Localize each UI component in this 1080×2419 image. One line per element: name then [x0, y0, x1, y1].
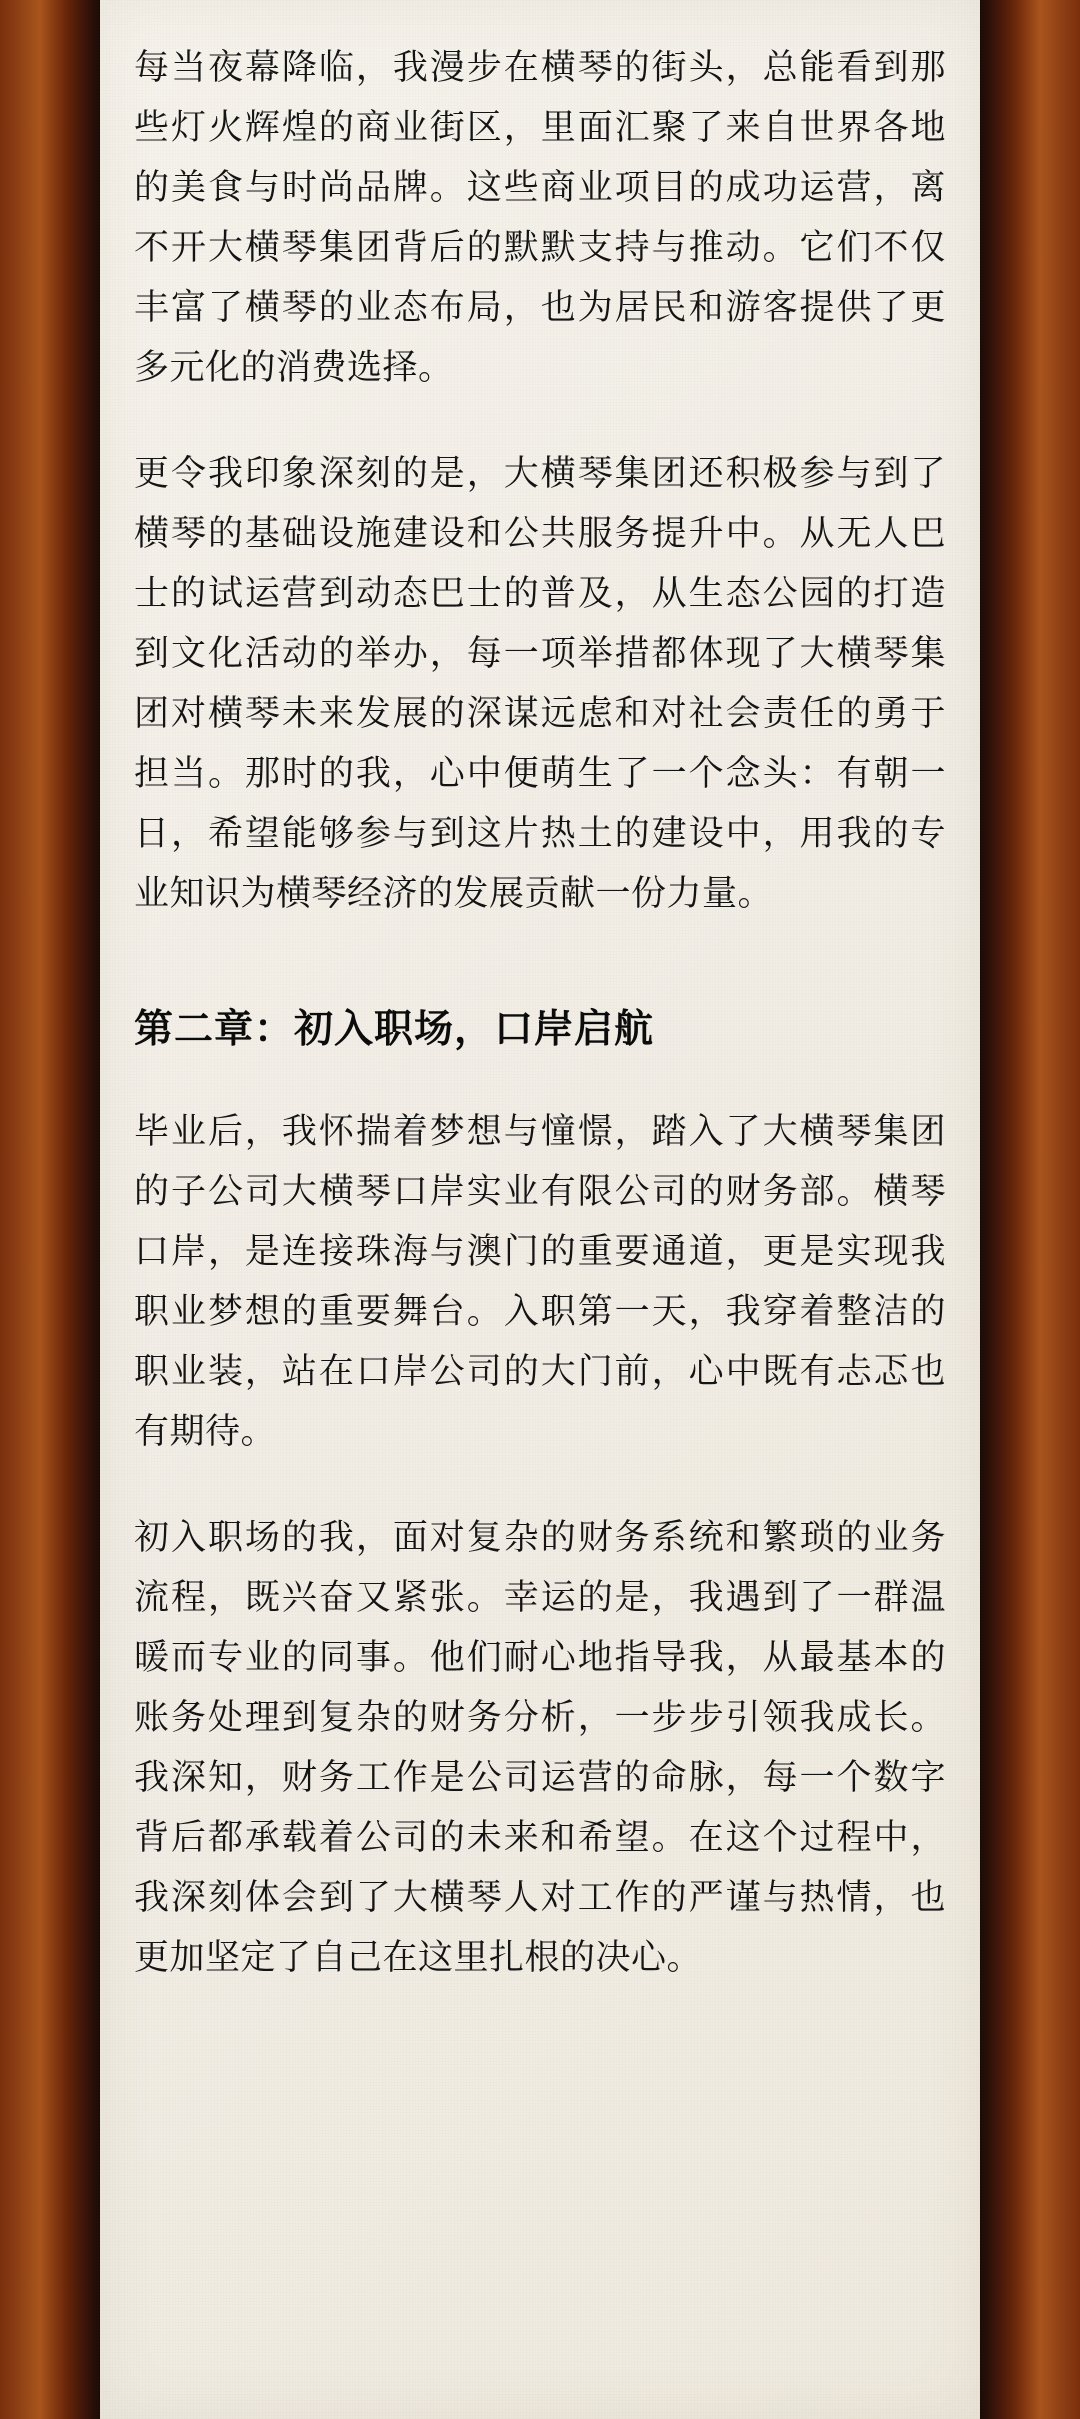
document-content	[134, 0, 946, 2034]
body-paragraph: 初入职场的我，面对复杂的财务系统和繁琐的业务流程，既兴奋又紧张。幸运的是，我遇到了一群温暖而专业的同事。他们耐心地指导我，从最基本的账务处理到复杂的财务分析，一步步引领我成长。我深知，财务工作是公司运营的命脉，每一个数字背后都承载着公司的未来和希望。在这个过程中，我深刻体会到了大横琴人对工作的严谨与热情，也更加坚定了自己在这里扎根的决心。	[134, 1518, 946, 1977]
section-heading: 第二章：初入职场，口岸启航	[134, 1008, 655, 1051]
body-paragraph: 更令我印象深刻的是，大横琴集团还积极参与到了横琴的基础设施建设和公共服务提升中。从无人巴士的试运营到动态巴士的普及，从生态公园的打造到文化活动的举办，每一项举措都体现了大横琴集团对横琴未来发展的深谋远虑和对社会责任的勇于担当。那时的我，心中便萌生了一个念头：有朝一日，希望能够参与到这片热土的建设中，用我的专业知识为横琴经济的发展贡献一份力量。	[134, 454, 946, 913]
body-paragraph: 毕业后，我怀揣着梦想与憧憬，踏入了大横琴集团的子公司大横琴口岸实业有限公司的财务部。横琴口岸，是连接珠海与澳门的重要通道，更是实现我职业梦想的重要舞台。入职第一天，我穿着整洁的职业装，站在口岸公司的大门前，心中既有忐忑也有期待。	[134, 1112, 946, 1451]
body-paragraph: 每当夜幕降临，我漫步在横琴的街头，总能看到那些灯火辉煌的商业街区，里面汇聚了来自世界各地的美食与时尚品牌。这些商业项目的成功运营，离不开大横琴集团背后的默默支持与推动。它们不仅丰富了横琴的业态布局，也为居民和游客提供了更多元化的消费选择。	[134, 48, 946, 387]
